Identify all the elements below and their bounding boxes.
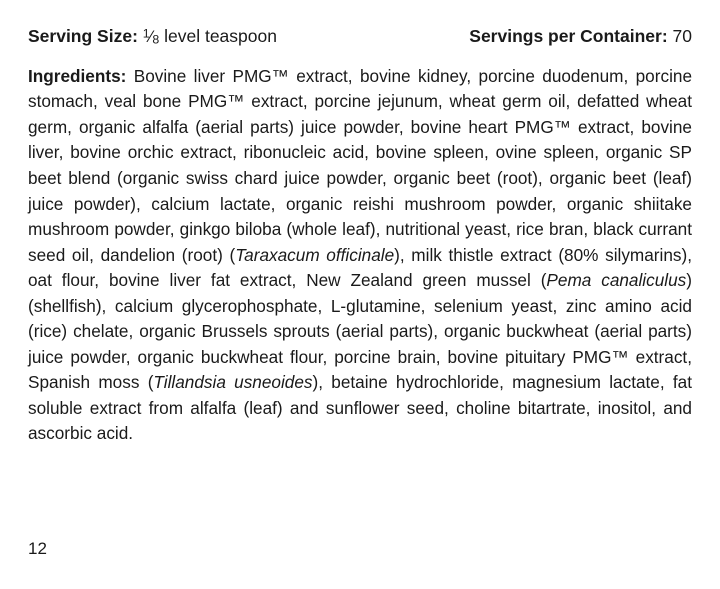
serving-size-unit: level teaspoon	[164, 26, 277, 46]
fraction-slash: ⁄	[149, 28, 153, 46]
serving-size-fraction	[143, 26, 159, 48]
ingredient-text-run: ), betaine hydrochloride, magnesium lactate, fat soluble extract from alfalfa (leaf) and sunflower seed, choline bitartrate, inositol, and ascorbic acid.	[28, 372, 692, 444]
ingredient-text-run: ), milk thistle extract (80% silymarins), oat flour, bovine liver fat extract, New Zealand green mussel (	[28, 244, 693, 291]
ingredients-label: Ingredients:	[28, 65, 127, 86]
ingredient-text-run: )(shellfish), calcium glycerophosphate, L-glutamine, selenium yeast, zinc amino acid (rice) chelate, organic Brussels sprouts (aerial parts), organic buckwheat (aerial parts) juice powder, organic buckwheat flour, porcine brain, bovine pituitary PMG™ extract, Spanish moss (	[28, 270, 692, 393]
serving-size-block	[28, 26, 277, 48]
ingredient-text-run: Bovine liver PMG™ extract, bovine kidney, porcine duodenum, porcine stomach, veal bone PMG™ extract, porcine jejunum, wheat germ oil, defatted wheat germ, organic alfalfa (aerial parts) juice powder, bovine heart PMG™ extract, bovine liver, bovine orchic extract, ribonucleic acid, bovine spleen, ovine spleen, organic SP beet blend (organic swiss chard juice powder, organic beet (root), organic beet (leaf) juice powder), calcium lactate, organic reishi mushroom powder, organic shiitake mushroom powder, ginkgo biloba (whole leaf), nutritional yeast, rice bran, black currant seed oil, dandelion (root) (	[28, 65, 692, 265]
serving-header-row	[28, 26, 692, 48]
ingredients-paragraph	[28, 64, 692, 447]
serving-size-label: Serving Size:	[28, 26, 138, 46]
servings-per-container-label: Servings per Container:	[469, 26, 668, 46]
ingredients-text	[28, 66, 692, 443]
servings-per-container-block	[469, 26, 692, 48]
botanical-name: Taraxacum officinale	[235, 244, 395, 265]
fraction-denominator: 8	[152, 32, 160, 47]
fraction-numerator: 1	[142, 26, 150, 41]
botanical-name: Tillandsia usneoides	[153, 372, 313, 393]
page-number: 12	[28, 539, 47, 558]
servings-per-container-value: 70	[672, 26, 692, 46]
botanical-name: Pema canaliculus	[546, 270, 687, 291]
